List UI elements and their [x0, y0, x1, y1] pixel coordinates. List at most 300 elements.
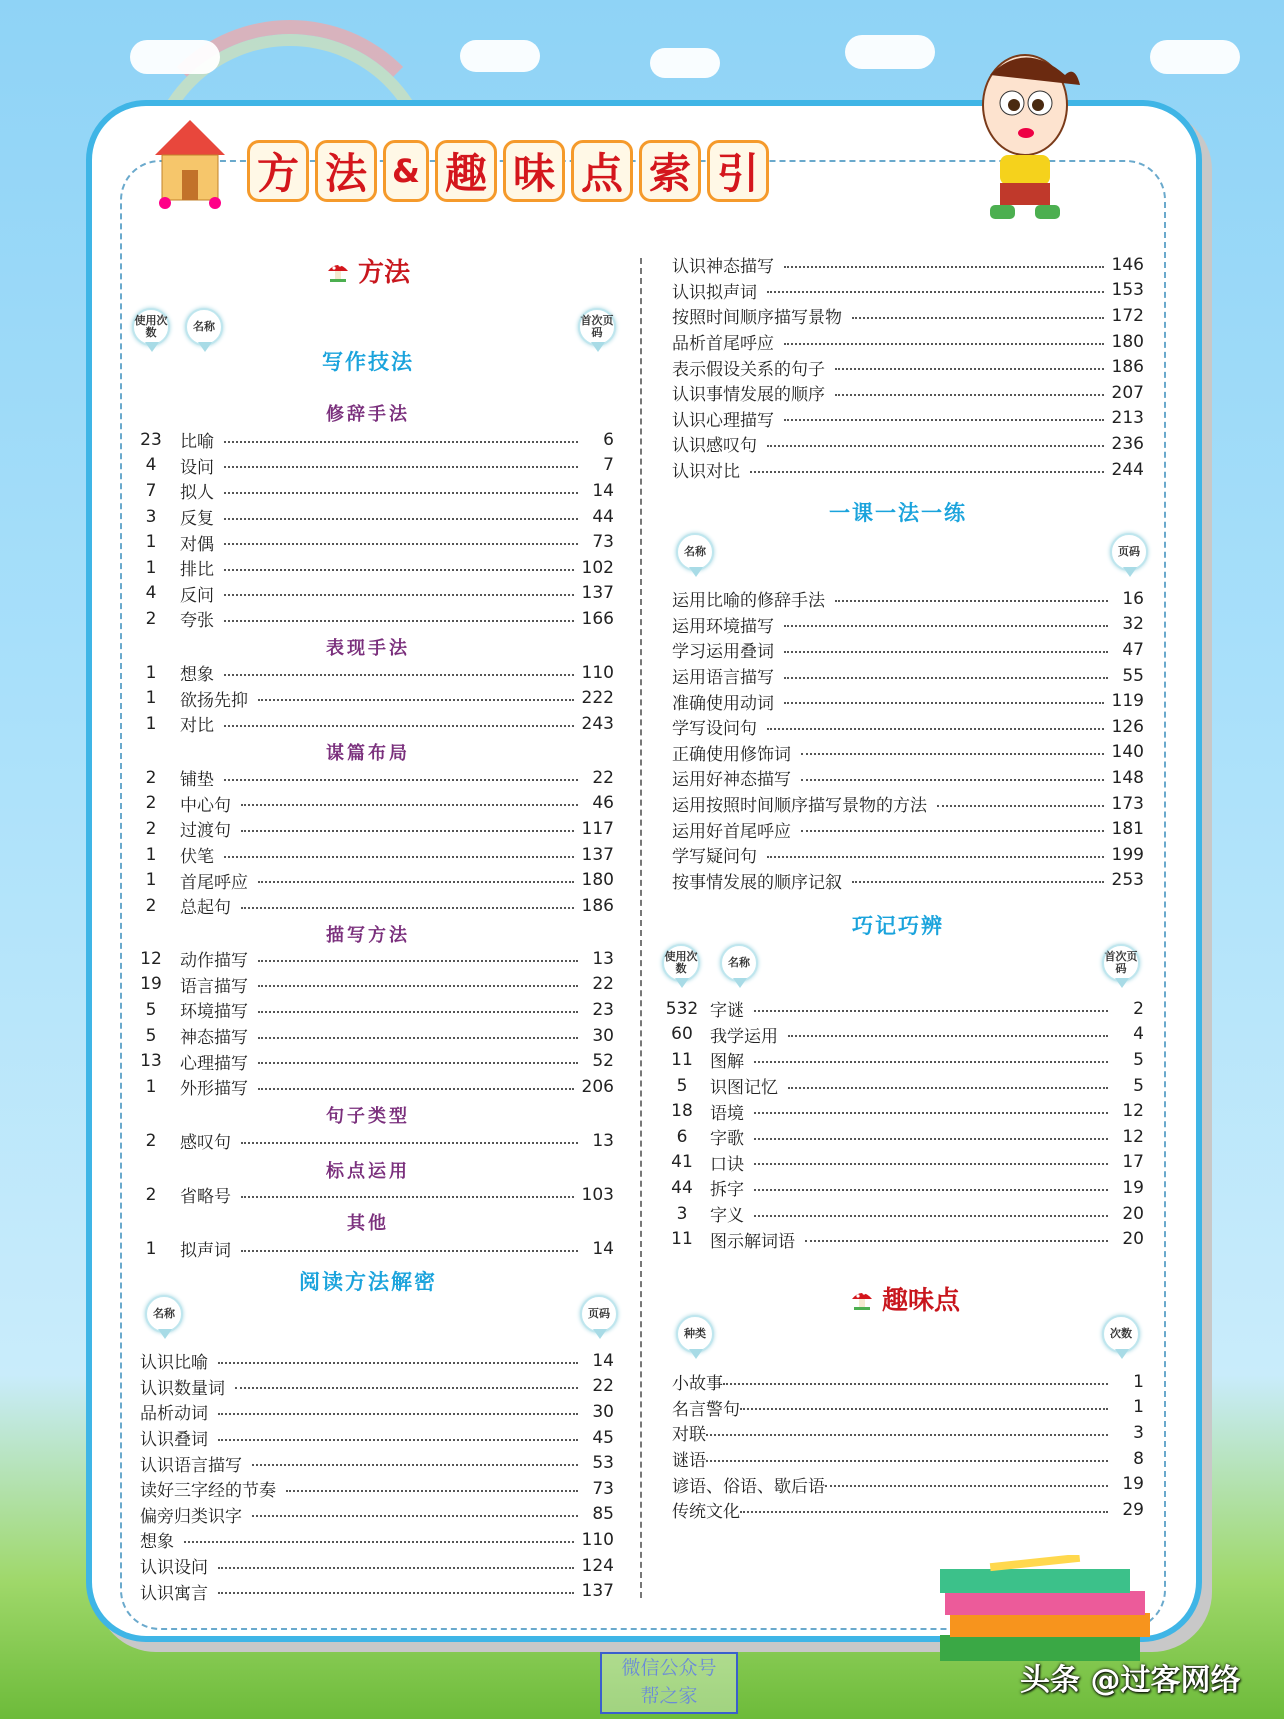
page-number: 13	[592, 1130, 614, 1151]
index-entry[interactable]	[136, 427, 614, 453]
entry-name: 过渡句	[180, 821, 231, 842]
page-number: 73	[592, 1478, 614, 1499]
usage-count: 3	[145, 506, 157, 527]
dot-leader	[224, 856, 574, 858]
dot-leader	[784, 651, 1108, 653]
entry-name: 我学运用	[710, 1026, 778, 1047]
dot-leader	[767, 856, 1104, 858]
entry-name: 偏旁归类识字	[140, 1506, 242, 1527]
entry-name: 运用按照时间顺序描写景物的方法	[672, 796, 927, 817]
dot-leader	[740, 1511, 1108, 1513]
dot-leader	[252, 1464, 578, 1466]
dot-leader	[258, 1011, 578, 1013]
column-label-name: 名称	[145, 1295, 185, 1341]
page-number: 73	[592, 532, 614, 553]
dot-leader	[218, 1439, 578, 1441]
index-entry[interactable]	[136, 1128, 614, 1154]
entry-name: 外形描写	[180, 1079, 248, 1100]
index-entry[interactable]	[672, 791, 1144, 817]
dot-leader	[224, 674, 574, 676]
dot-leader	[241, 804, 578, 806]
dot-leader	[754, 1138, 1108, 1140]
page-number: 14	[592, 480, 614, 501]
index-entry[interactable]	[672, 278, 1144, 304]
subsection-heading: 表现手法	[326, 638, 410, 659]
mushroom-icon	[850, 1287, 874, 1311]
usage-count: 2	[145, 767, 157, 788]
title-char: 法	[315, 140, 377, 202]
page-number: 222	[581, 688, 614, 709]
entry-name: 欲扬先抑	[180, 690, 248, 711]
entry-name: 设问	[180, 457, 214, 478]
usage-count: 1	[145, 688, 157, 709]
index-entry[interactable]	[672, 1395, 1144, 1421]
dot-leader	[258, 881, 574, 883]
dot-leader	[258, 985, 578, 987]
dot-leader	[754, 1189, 1108, 1191]
brand-watermark: 头条 @过客网络	[1020, 1663, 1241, 1698]
dot-leader	[286, 1490, 578, 1492]
page-number: 12	[1122, 1101, 1144, 1122]
index-entry[interactable]	[140, 1476, 614, 1502]
page-number: 14	[592, 1350, 614, 1371]
usage-count: 2	[145, 1130, 157, 1151]
entry-name: 字义	[710, 1206, 744, 1227]
page-number: 45	[592, 1427, 614, 1448]
index-entry[interactable]	[672, 663, 1144, 689]
index-entry[interactable]	[672, 431, 1144, 457]
dot-leader	[241, 830, 574, 832]
page-number: 46	[592, 793, 614, 814]
dot-leader	[754, 1163, 1108, 1165]
index-entry[interactable]	[136, 504, 614, 530]
usage-count: 7	[145, 480, 157, 501]
index-entry[interactable]	[136, 842, 614, 868]
cloud	[460, 40, 540, 72]
fun-kind: 对联	[672, 1425, 706, 1446]
subsection-list	[136, 1236, 614, 1262]
entry-name: 想象	[140, 1532, 174, 1553]
page-number: 7	[603, 455, 614, 476]
entry-name: 认识叠词	[140, 1430, 208, 1451]
usage-count: 2	[145, 793, 157, 814]
index-entry[interactable]	[672, 457, 1144, 483]
dot-leader	[258, 1037, 578, 1039]
entry-name: 图解	[710, 1052, 744, 1073]
page-number: 30	[592, 1401, 614, 1422]
dot-leader	[767, 291, 1104, 293]
column-label-page: 页码	[580, 1295, 620, 1341]
index-entry[interactable]	[140, 1425, 614, 1451]
usage-count: 13	[140, 1051, 162, 1072]
index-entry[interactable]	[140, 1374, 614, 1400]
index-entry[interactable]	[136, 686, 614, 712]
index-entry[interactable]	[672, 354, 1144, 380]
entry-name: 认识数量词	[140, 1378, 225, 1399]
usage-count: 12	[140, 948, 162, 969]
page-number: 243	[581, 713, 614, 734]
index-entry[interactable]	[672, 688, 1144, 714]
index-entry[interactable]	[664, 996, 1144, 1022]
usage-count: 4	[145, 455, 157, 476]
index-entry[interactable]	[136, 1074, 614, 1100]
page-number: 52	[592, 1051, 614, 1072]
index-entry[interactable]	[664, 1098, 1144, 1124]
index-entry[interactable]	[136, 660, 614, 686]
dot-leader	[784, 625, 1108, 627]
entry-name: 伏笔	[180, 847, 214, 868]
index-entry[interactable]	[672, 252, 1144, 278]
entry-name: 拆字	[710, 1180, 744, 1201]
entry-name: 品析动词	[140, 1404, 208, 1425]
column-label-kind: 种类	[676, 1315, 716, 1361]
dot-leader	[218, 1592, 574, 1594]
index-entry[interactable]	[672, 765, 1144, 791]
entry-name: 认识神态描写	[672, 257, 774, 278]
index-entry[interactable]	[672, 586, 1144, 612]
entry-name: 品析首尾呼应	[672, 334, 774, 355]
page-number: 103	[581, 1184, 614, 1205]
page-number: 55	[1122, 665, 1144, 686]
index-entry[interactable]	[136, 1023, 614, 1049]
index-entry[interactable]	[136, 555, 614, 581]
section-heading-writing: 写作技法	[322, 350, 414, 374]
index-entry[interactable]	[140, 1553, 614, 1579]
index-entry[interactable]	[664, 1124, 1144, 1150]
books-illustration-icon	[930, 1555, 1160, 1665]
index-entry[interactable]	[672, 1369, 1144, 1395]
entry-name: 运用好神态描写	[672, 770, 791, 791]
page-number: 119	[1111, 691, 1144, 712]
dot-leader	[224, 725, 574, 727]
index-entry[interactable]	[672, 612, 1144, 638]
index-entry[interactable]	[136, 453, 614, 479]
page-title	[247, 140, 769, 202]
index-entry[interactable]	[672, 842, 1144, 868]
entry-name: 认识寓言	[140, 1583, 208, 1604]
dot-leader	[218, 1567, 574, 1569]
page-number: 4	[1133, 1024, 1144, 1045]
dot-leader	[706, 1460, 1108, 1462]
entry-name: 夸张	[180, 611, 214, 632]
index-entry[interactable]	[672, 868, 1144, 894]
index-entry[interactable]	[664, 1201, 1144, 1227]
usage-count: 2	[145, 1184, 157, 1205]
dot-leader	[224, 779, 578, 781]
entry-name: 环境描写	[180, 1002, 248, 1023]
page-number: 12	[1122, 1126, 1144, 1147]
subsection-heading: 描写方法	[326, 925, 410, 946]
index-entry[interactable]	[136, 791, 614, 817]
entry-name: 读好三字经的节奏	[140, 1481, 276, 1502]
usage-count: 19	[140, 974, 162, 995]
index-entry[interactable]	[672, 816, 1144, 842]
occurrence-count: 29	[1122, 1499, 1144, 1520]
dot-leader	[852, 881, 1104, 883]
index-entry[interactable]	[140, 1527, 614, 1553]
page-number: 22	[592, 767, 614, 788]
index-entry[interactable]	[136, 478, 614, 504]
cloud	[845, 35, 935, 69]
page-number: 2	[1133, 998, 1144, 1019]
subsection-heading: 谋篇布局	[326, 743, 410, 764]
usage-count: 5	[145, 1025, 157, 1046]
dot-leader	[852, 317, 1104, 319]
dot-leader	[788, 1035, 1108, 1037]
index-entry[interactable]	[672, 329, 1144, 355]
dot-leader	[224, 441, 578, 443]
index-entry[interactable]	[136, 816, 614, 842]
index-entry[interactable]	[664, 1150, 1144, 1176]
dot-leader	[224, 466, 578, 468]
index-entry[interactable]	[136, 1236, 614, 1262]
title-char: 引	[707, 140, 769, 202]
index-entry[interactable]	[672, 740, 1144, 766]
dot-leader	[224, 518, 578, 520]
index-entry[interactable]	[136, 867, 614, 893]
watermark-line: 帮之家	[640, 1685, 698, 1707]
entry-name: 比喻	[180, 432, 214, 453]
index-entry[interactable]	[136, 765, 614, 791]
index-entry[interactable]	[672, 380, 1144, 406]
title-char: 趣	[435, 140, 497, 202]
index-entry[interactable]	[140, 1399, 614, 1425]
dot-leader	[224, 569, 574, 571]
entry-name: 准确使用动词	[672, 693, 774, 714]
usage-count: 2	[145, 608, 157, 629]
entry-name: 认识心理描写	[672, 410, 774, 431]
page-number: 137	[581, 1581, 614, 1602]
index-entry[interactable]	[672, 1446, 1144, 1472]
mascot-character-icon	[970, 45, 1090, 225]
watermark	[600, 1652, 738, 1714]
page-number: 180	[1111, 331, 1144, 352]
dot-leader	[784, 343, 1104, 345]
page-number: 199	[1111, 844, 1144, 865]
index-entry[interactable]	[136, 1182, 614, 1208]
usage-count: 18	[671, 1101, 693, 1122]
subsection-list	[136, 946, 614, 1100]
usage-count: 6	[676, 1126, 688, 1147]
entry-name: 语境	[710, 1103, 744, 1124]
occurrence-count: 1	[1133, 1397, 1144, 1418]
usage-count: 1	[145, 844, 157, 865]
entry-name: 运用环境描写	[672, 616, 774, 637]
entry-name: 感叹句	[180, 1133, 231, 1154]
dot-leader	[224, 620, 574, 622]
usage-count: 1	[145, 662, 157, 683]
dot-leader	[224, 492, 578, 494]
index-entry[interactable]	[136, 529, 614, 555]
dot-leader	[241, 1196, 574, 1198]
occurrence-count: 3	[1133, 1422, 1144, 1443]
index-entry[interactable]	[672, 1420, 1144, 1446]
index-entry[interactable]	[672, 406, 1144, 432]
index-entry[interactable]	[664, 1226, 1144, 1252]
dot-leader	[754, 1112, 1108, 1114]
entry-name: 想象	[180, 665, 214, 686]
index-entry[interactable]	[140, 1450, 614, 1476]
index-entry[interactable]	[664, 1175, 1144, 1201]
index-entry[interactable]	[136, 711, 614, 737]
entry-name: 铺垫	[180, 770, 214, 791]
usage-count: 44	[671, 1177, 693, 1198]
column-label-count: 使用次数	[132, 308, 172, 354]
subsection-heading: 句子类型	[326, 1106, 410, 1127]
entry-name: 中心句	[180, 795, 231, 816]
dot-leader	[788, 1087, 1108, 1089]
entry-name: 首尾呼应	[180, 872, 248, 893]
entry-name: 图示解词语	[710, 1231, 795, 1252]
page-number: 181	[1111, 819, 1144, 840]
entry-name: 认识拟声词	[672, 282, 757, 303]
entry-name: 排比	[180, 560, 214, 581]
entry-name: 识图记忆	[710, 1078, 778, 1099]
page-number: 5	[1133, 1075, 1144, 1096]
page-number: 5	[1133, 1049, 1144, 1070]
dot-leader	[258, 960, 578, 962]
section-heading-memory: 巧记巧辨	[852, 914, 944, 938]
index-entry[interactable]	[664, 1047, 1144, 1073]
page-number: 16	[1122, 588, 1144, 609]
index-entry[interactable]	[140, 1578, 614, 1604]
usage-count: 2	[145, 818, 157, 839]
entry-name: 反问	[180, 585, 214, 606]
subsection-list	[136, 427, 614, 632]
dot-leader	[767, 728, 1104, 730]
index-entry[interactable]	[136, 997, 614, 1023]
index-entry[interactable]	[136, 893, 614, 919]
index-entry[interactable]	[672, 1471, 1144, 1497]
dot-leader	[235, 1387, 578, 1389]
usage-count: 1	[145, 870, 157, 891]
page-number: 102	[581, 557, 614, 578]
dot-leader	[241, 907, 574, 909]
dot-leader	[825, 1485, 1108, 1487]
dot-leader	[784, 419, 1104, 421]
page-number: 110	[581, 662, 614, 683]
watermark-line: 微信公众号	[621, 1657, 717, 1679]
page-number: 146	[1111, 254, 1144, 275]
dot-leader	[750, 471, 1104, 473]
index-entry[interactable]	[672, 1497, 1144, 1523]
page-number: 19	[1122, 1177, 1144, 1198]
fun-kind: 传统文化	[672, 1502, 740, 1523]
dot-leader	[805, 1240, 1108, 1242]
dot-leader	[835, 394, 1104, 396]
index-entry[interactable]	[136, 1048, 614, 1074]
index-entry[interactable]	[672, 637, 1144, 663]
index-entry[interactable]	[136, 946, 614, 972]
page-number: 186	[581, 895, 614, 916]
occurrence-count: 1	[1133, 1371, 1144, 1392]
page-number: 180	[581, 870, 614, 891]
index-entry[interactable]	[672, 303, 1144, 329]
usage-count: 4	[145, 583, 157, 604]
entry-name: 学写疑问句	[672, 847, 757, 868]
usage-count: 3	[676, 1203, 688, 1224]
entry-name: 认识对比	[672, 462, 740, 483]
index-entry[interactable]	[140, 1502, 614, 1528]
entry-name: 认识比喻	[140, 1353, 208, 1374]
cloud	[130, 40, 220, 74]
entry-name: 字谜	[710, 1001, 744, 1022]
page-number: 173	[1111, 793, 1144, 814]
index-entry[interactable]	[664, 1022, 1144, 1048]
usage-count: 1	[145, 713, 157, 734]
dot-leader	[937, 805, 1104, 807]
fun-kind: 谚语、俗语、歇后语	[672, 1476, 825, 1497]
entry-name: 总起句	[180, 898, 231, 919]
usage-count: 1	[145, 1238, 157, 1259]
entry-name: 按照时间顺序描写景物	[672, 308, 842, 329]
heading-text: 方法	[357, 258, 411, 288]
page-number: 137	[581, 583, 614, 604]
page-number: 137	[581, 844, 614, 865]
entry-name: 认识感叹句	[672, 436, 757, 457]
entry-name: 神态描写	[180, 1028, 248, 1049]
dot-leader	[801, 753, 1104, 755]
dot-leader	[224, 594, 574, 596]
entry-name: 字歌	[710, 1129, 744, 1150]
usage-count: 2	[145, 895, 157, 916]
entry-name: 语言描写	[180, 976, 248, 997]
usage-count: 1	[145, 1076, 157, 1097]
page-number: 53	[592, 1453, 614, 1474]
entry-name: 运用比喻的修辞手法	[672, 591, 825, 612]
usage-count: 5	[145, 999, 157, 1020]
entry-name: 学写设问句	[672, 719, 757, 740]
dot-leader	[801, 779, 1104, 781]
index-entry[interactable]	[136, 581, 614, 607]
page-number: 207	[1111, 382, 1144, 403]
index-entry[interactable]	[140, 1348, 614, 1374]
dot-leader	[835, 600, 1108, 602]
usage-count: 5	[676, 1075, 688, 1096]
column-label-times: 次数	[1102, 1315, 1142, 1361]
usage-count: 1	[145, 532, 157, 553]
column-label-page: 页码	[1110, 533, 1150, 579]
page-number: 6	[603, 429, 614, 450]
index-entry[interactable]	[664, 1073, 1144, 1099]
entry-name: 学习运用叠词	[672, 642, 774, 663]
reading-methods-list	[140, 1348, 614, 1604]
usage-count: 11	[671, 1229, 693, 1250]
dot-leader	[258, 699, 574, 701]
dot-leader	[258, 1088, 574, 1090]
index-entry[interactable]	[672, 714, 1144, 740]
page-number: 117	[581, 818, 614, 839]
column-label-page: 首次页码	[1102, 944, 1142, 990]
entry-name: 对比	[180, 716, 214, 737]
dot-leader	[224, 543, 578, 545]
subsection-list	[136, 1128, 614, 1154]
mushroom-icon	[326, 259, 350, 283]
dot-leader	[740, 1408, 1108, 1410]
page-number: 44	[592, 506, 614, 527]
section-heading-fun	[850, 1280, 960, 1317]
index-entry[interactable]	[136, 606, 614, 632]
lesson-practice-list	[672, 586, 1144, 893]
page-number: 20	[1122, 1203, 1144, 1224]
column-label-name: 名称	[185, 308, 225, 354]
page-number: 17	[1122, 1152, 1144, 1173]
entry-name: 正确使用修饰词	[672, 744, 791, 765]
memory-tips-list	[664, 996, 1144, 1252]
occurrence-count: 8	[1133, 1448, 1144, 1469]
page-number: 22	[592, 974, 614, 995]
index-entry[interactable]	[136, 972, 614, 998]
